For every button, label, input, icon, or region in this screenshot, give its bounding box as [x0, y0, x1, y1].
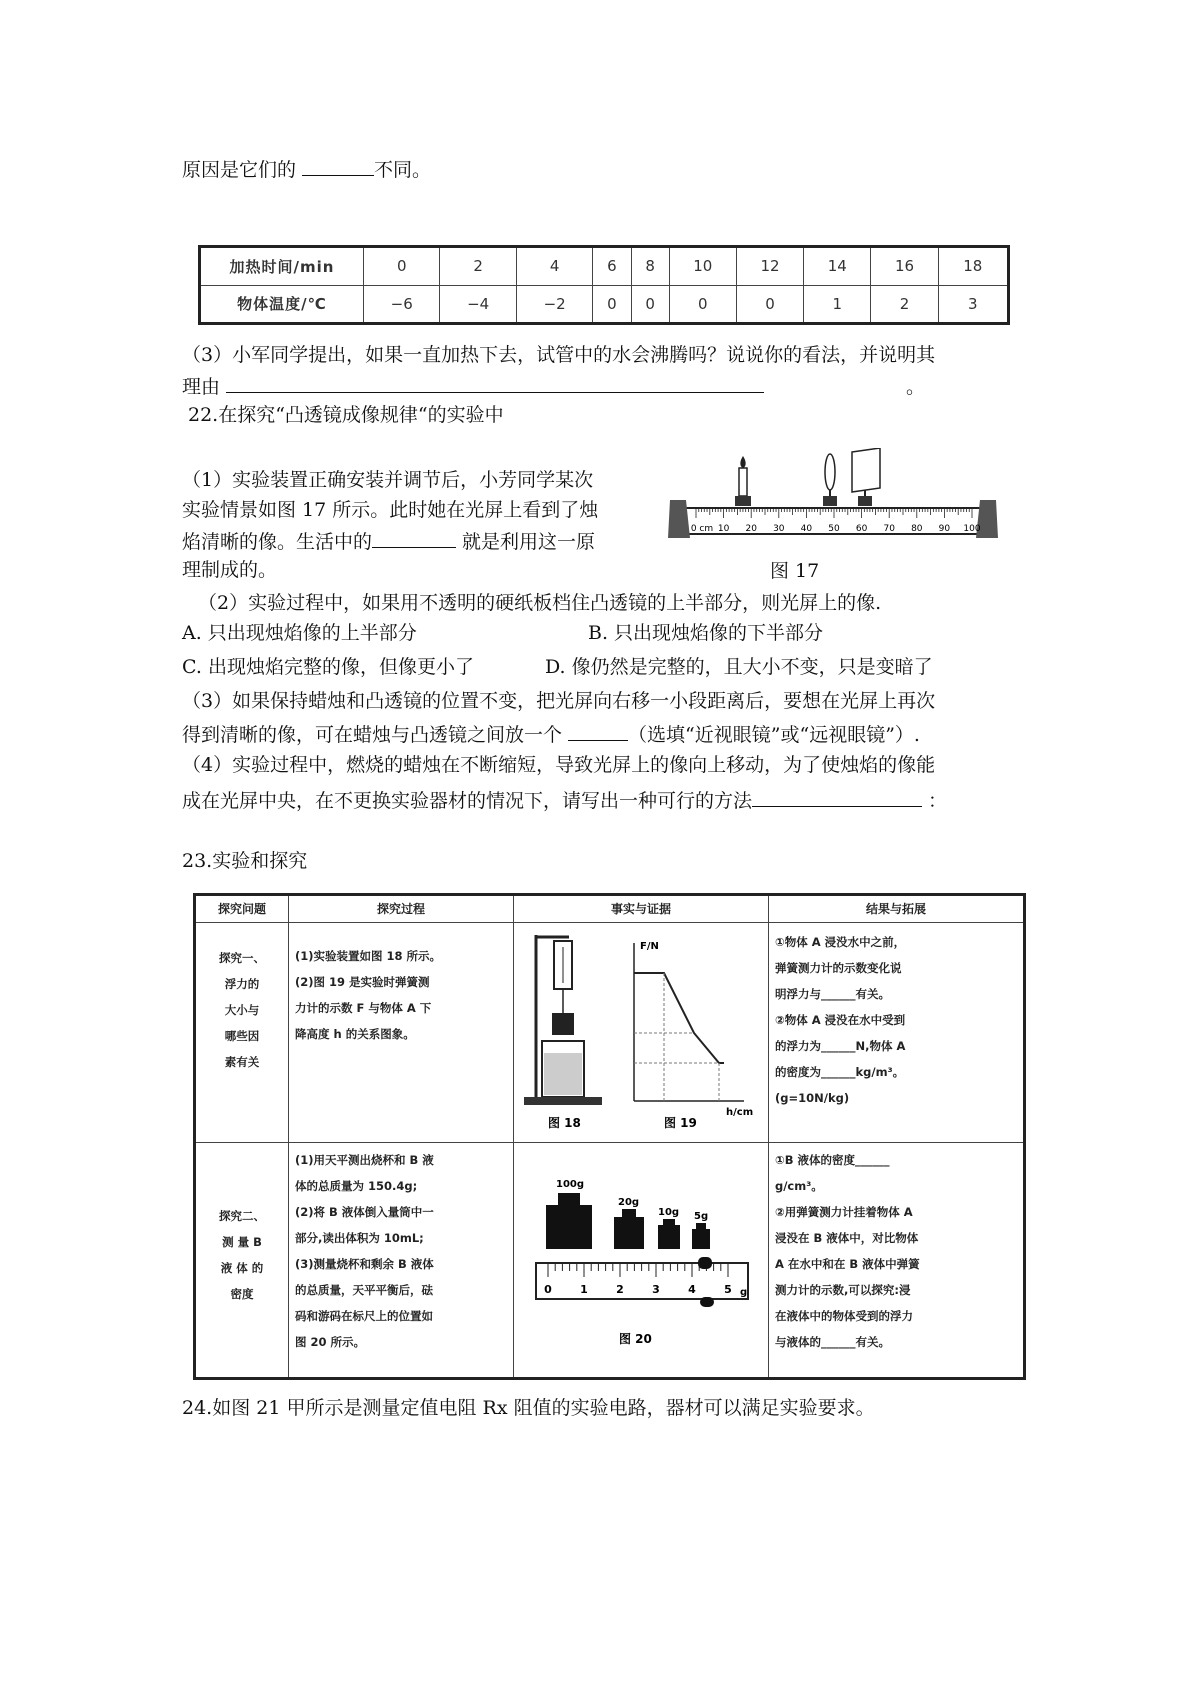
optical-bench-figure [668, 448, 998, 548]
row1-evidence [514, 923, 769, 1143]
rider [698, 1257, 712, 1269]
header-evidence: 事实与证据 [514, 895, 769, 923]
ruler-label: 10 [717, 524, 730, 534]
bench-left-end [668, 500, 690, 538]
ruler-label: 90 [938, 524, 951, 534]
scale-label: 5 [724, 1283, 732, 1296]
q22-p3-line1: （3）如果保持蜡烛和凸透镜的位置不变，把光屏向右移一小段距离后，要想在光屏上再次 [182, 690, 936, 712]
fig20-caption: 图 20 [619, 1332, 652, 1346]
table-cell: 3 [938, 285, 1008, 324]
option-a[interactable]: A. 只出现烛焰像的上半部分 [182, 622, 417, 644]
answer-blank[interactable] [226, 372, 764, 393]
balance-scale-ruler [536, 1257, 748, 1307]
option-c[interactable]: C. 出现烛焰完整的像，但像更小了 [182, 656, 474, 678]
table-cell: 6 [593, 247, 631, 286]
ruler-label: 40 [800, 524, 813, 534]
row1-result: ①物体 A 浸没水中之前， 弹簧测力计的示数变化说 明浮力与______有关。 ②物体 A 浸没在水中受到 的浮力为______N,物体 A 的密度为______kg/m³。 (g=10N/kg) [769, 923, 1025, 1143]
header-question: 探究问题 [195, 895, 289, 923]
answer-blank[interactable] [372, 527, 456, 548]
table-cell: −2 [516, 285, 592, 324]
ruler-label: 70 [883, 524, 895, 534]
scale-label: 2 [616, 1283, 624, 1296]
fig18-caption: 图 18 [548, 1116, 581, 1130]
q22-p4-line1: （4）实验过程中，燃烧的蜡烛在不断缩短，导致光屏上的像向上移动，为了使烛焰的像能 [182, 754, 936, 776]
q22-p4-line2: 成在光屏中央，在不更换实验器材的情况下，请写出一种可行的方法 ： [182, 786, 947, 814]
graph-line [634, 973, 724, 1063]
table-cell: 16 [871, 247, 938, 286]
answer-blank[interactable] [302, 155, 374, 176]
ruler-label: 80 [911, 524, 923, 534]
q22-p1-line3: 焰清晰的像。生活中的 就是利用这一原 [182, 527, 595, 555]
spring-scale-apparatus [524, 935, 602, 1105]
header-temp: 物体温度/℃ [200, 285, 364, 324]
light-screen [852, 448, 880, 506]
option-b[interactable]: B. 只出现烛焰像的下半部分 [588, 622, 824, 644]
scale-label: 0 [544, 1283, 552, 1296]
row2-process: (1)用天平测出烧杯和 B 液 体的总质量为 150.4g; (2)将 B 液体倒入量筒中一 部分,读出体积为 10mL; (3)测量烧杯和剩余 B 液体 的总质量，天平平衡后，砝 码和游码在标尺上的位置如 图 20 所示。 [289, 1143, 514, 1379]
table-cell: 2 [871, 285, 938, 324]
svg-text:g: g [740, 1287, 748, 1298]
svg-text:100g: 100g [556, 1179, 585, 1190]
table-row [195, 923, 1025, 1143]
fig19-caption: 图 19 [664, 1116, 697, 1130]
q22-p1-line2: 实验情景如图 17 所示。此时她在光屏上看到了烛 [182, 499, 599, 521]
q23-title: 23.实验和探究 [182, 850, 308, 872]
header-result: 结果与拓展 [769, 895, 1025, 923]
ruler-label: 30 [773, 524, 785, 534]
q22-p3-line2: 得到清晰的像，可在蜡烛与凸透镜之间放一个 （选填“近视眼镜”或“远视眼镜”）. [182, 720, 920, 748]
table-row [200, 247, 1009, 286]
buoyancy-figures [514, 923, 764, 1133]
table-cell: 0 [364, 247, 440, 286]
ruler-label: 20 [745, 524, 757, 534]
table-cell: 0 [593, 285, 631, 324]
table-cell: 18 [938, 247, 1008, 286]
table-cell: 12 [736, 247, 803, 286]
table-cell: −4 [440, 285, 516, 324]
table-cell: 0 [669, 285, 736, 324]
table-cell: −6 [364, 285, 440, 324]
svg-text:20g: 20g [618, 1197, 640, 1208]
table-cell: 8 [631, 247, 669, 286]
scale-label: 1 [580, 1283, 588, 1296]
table-cell: 0 [736, 285, 803, 324]
ruler-label: 100 [963, 524, 981, 534]
q22-p1-line4: 理制成的。 [182, 559, 278, 581]
svg-text:10g: 10g [658, 1207, 680, 1218]
balance-figure [514, 1143, 764, 1368]
row2-evidence [514, 1143, 769, 1379]
ruler-label: 0 cm [690, 524, 714, 534]
svg-text:5g: 5g [694, 1211, 709, 1222]
table-cell: 10 [669, 247, 736, 286]
experiment-table [193, 893, 1026, 1380]
temperature-table [198, 245, 1010, 325]
row2-result: ①B 液体的密度______ g/cm³。 ②用弹簧测力计挂着物体 A 浸没在 B 液体中，对比物体 A 在水中和在 B 液体中弹簧 测力计的示数,可以探究:浸 在液体中的物体受到的浮力 与液体的______有关。 [769, 1143, 1025, 1379]
q21-3-line2: 理由 。 [182, 372, 925, 400]
q22-p1-line1: （1）实验装置正确安装并调节后，小芳同学某次 [182, 469, 594, 491]
table-cell: 1 [804, 285, 871, 324]
header-process: 探究过程 [289, 895, 514, 923]
q22-p2: （2）实验过程中，如果用不透明的硬纸板档住凸透镜的上半部分，则光屏上的像. [198, 592, 882, 614]
answer-blank[interactable] [752, 786, 922, 807]
ruler-label: 50 [828, 524, 840, 534]
table-cell: 2 [440, 247, 516, 286]
q21-3-line1: （3）小军同学提出，如果一直加热下去，试管中的水会沸腾吗？说说你的看法，并说明其 [182, 344, 936, 366]
q22-title: 22.在探究“凸透镜成像规律“的实验中 [188, 404, 504, 426]
scale-label: 3 [652, 1283, 660, 1296]
force-depth-graph [634, 941, 753, 1118]
weights [546, 1179, 710, 1249]
table-row [200, 285, 1009, 324]
convex-lens [823, 454, 837, 506]
table-cell: 4 [516, 247, 592, 286]
fig17-caption: 图 17 [770, 560, 820, 582]
axis-x-label: h/cm [726, 1107, 754, 1118]
candle [735, 456, 751, 506]
scale-label: 4 [688, 1283, 696, 1296]
ruler-label: 60 [855, 524, 868, 534]
answer-blank[interactable] [568, 720, 628, 741]
q24-text: 24.如图 21 甲所示是测量定值电阻 Rx 阻值的实验电路，器材可以满足实验要求。 [182, 1397, 875, 1419]
axis-y-label: F/N [640, 941, 659, 952]
header-time: 加热时间/min [200, 247, 364, 286]
row2-question: 探究二、 测 量 B 液 体 的 密度 [195, 1143, 289, 1379]
option-d[interactable]: D. 像仍然是完整的，且大小不变，只是变暗了 [545, 656, 933, 678]
row1-process: (1)实验装置如图 18 所示。 (2)图 19 是实验时弹簧测 力计的示数 F 与物体 A 下 降高度 h 的关系图象。 [289, 923, 514, 1143]
table-cell: 14 [804, 247, 871, 286]
table-row [195, 1143, 1025, 1379]
table-cell: 0 [631, 285, 669, 324]
q21-tail: 原因是它们的 不同。 [182, 155, 431, 183]
row1-question: 探究一、 浮力的 大小与 哪些因 素有关 [195, 923, 289, 1143]
table-header-row [195, 895, 1025, 923]
